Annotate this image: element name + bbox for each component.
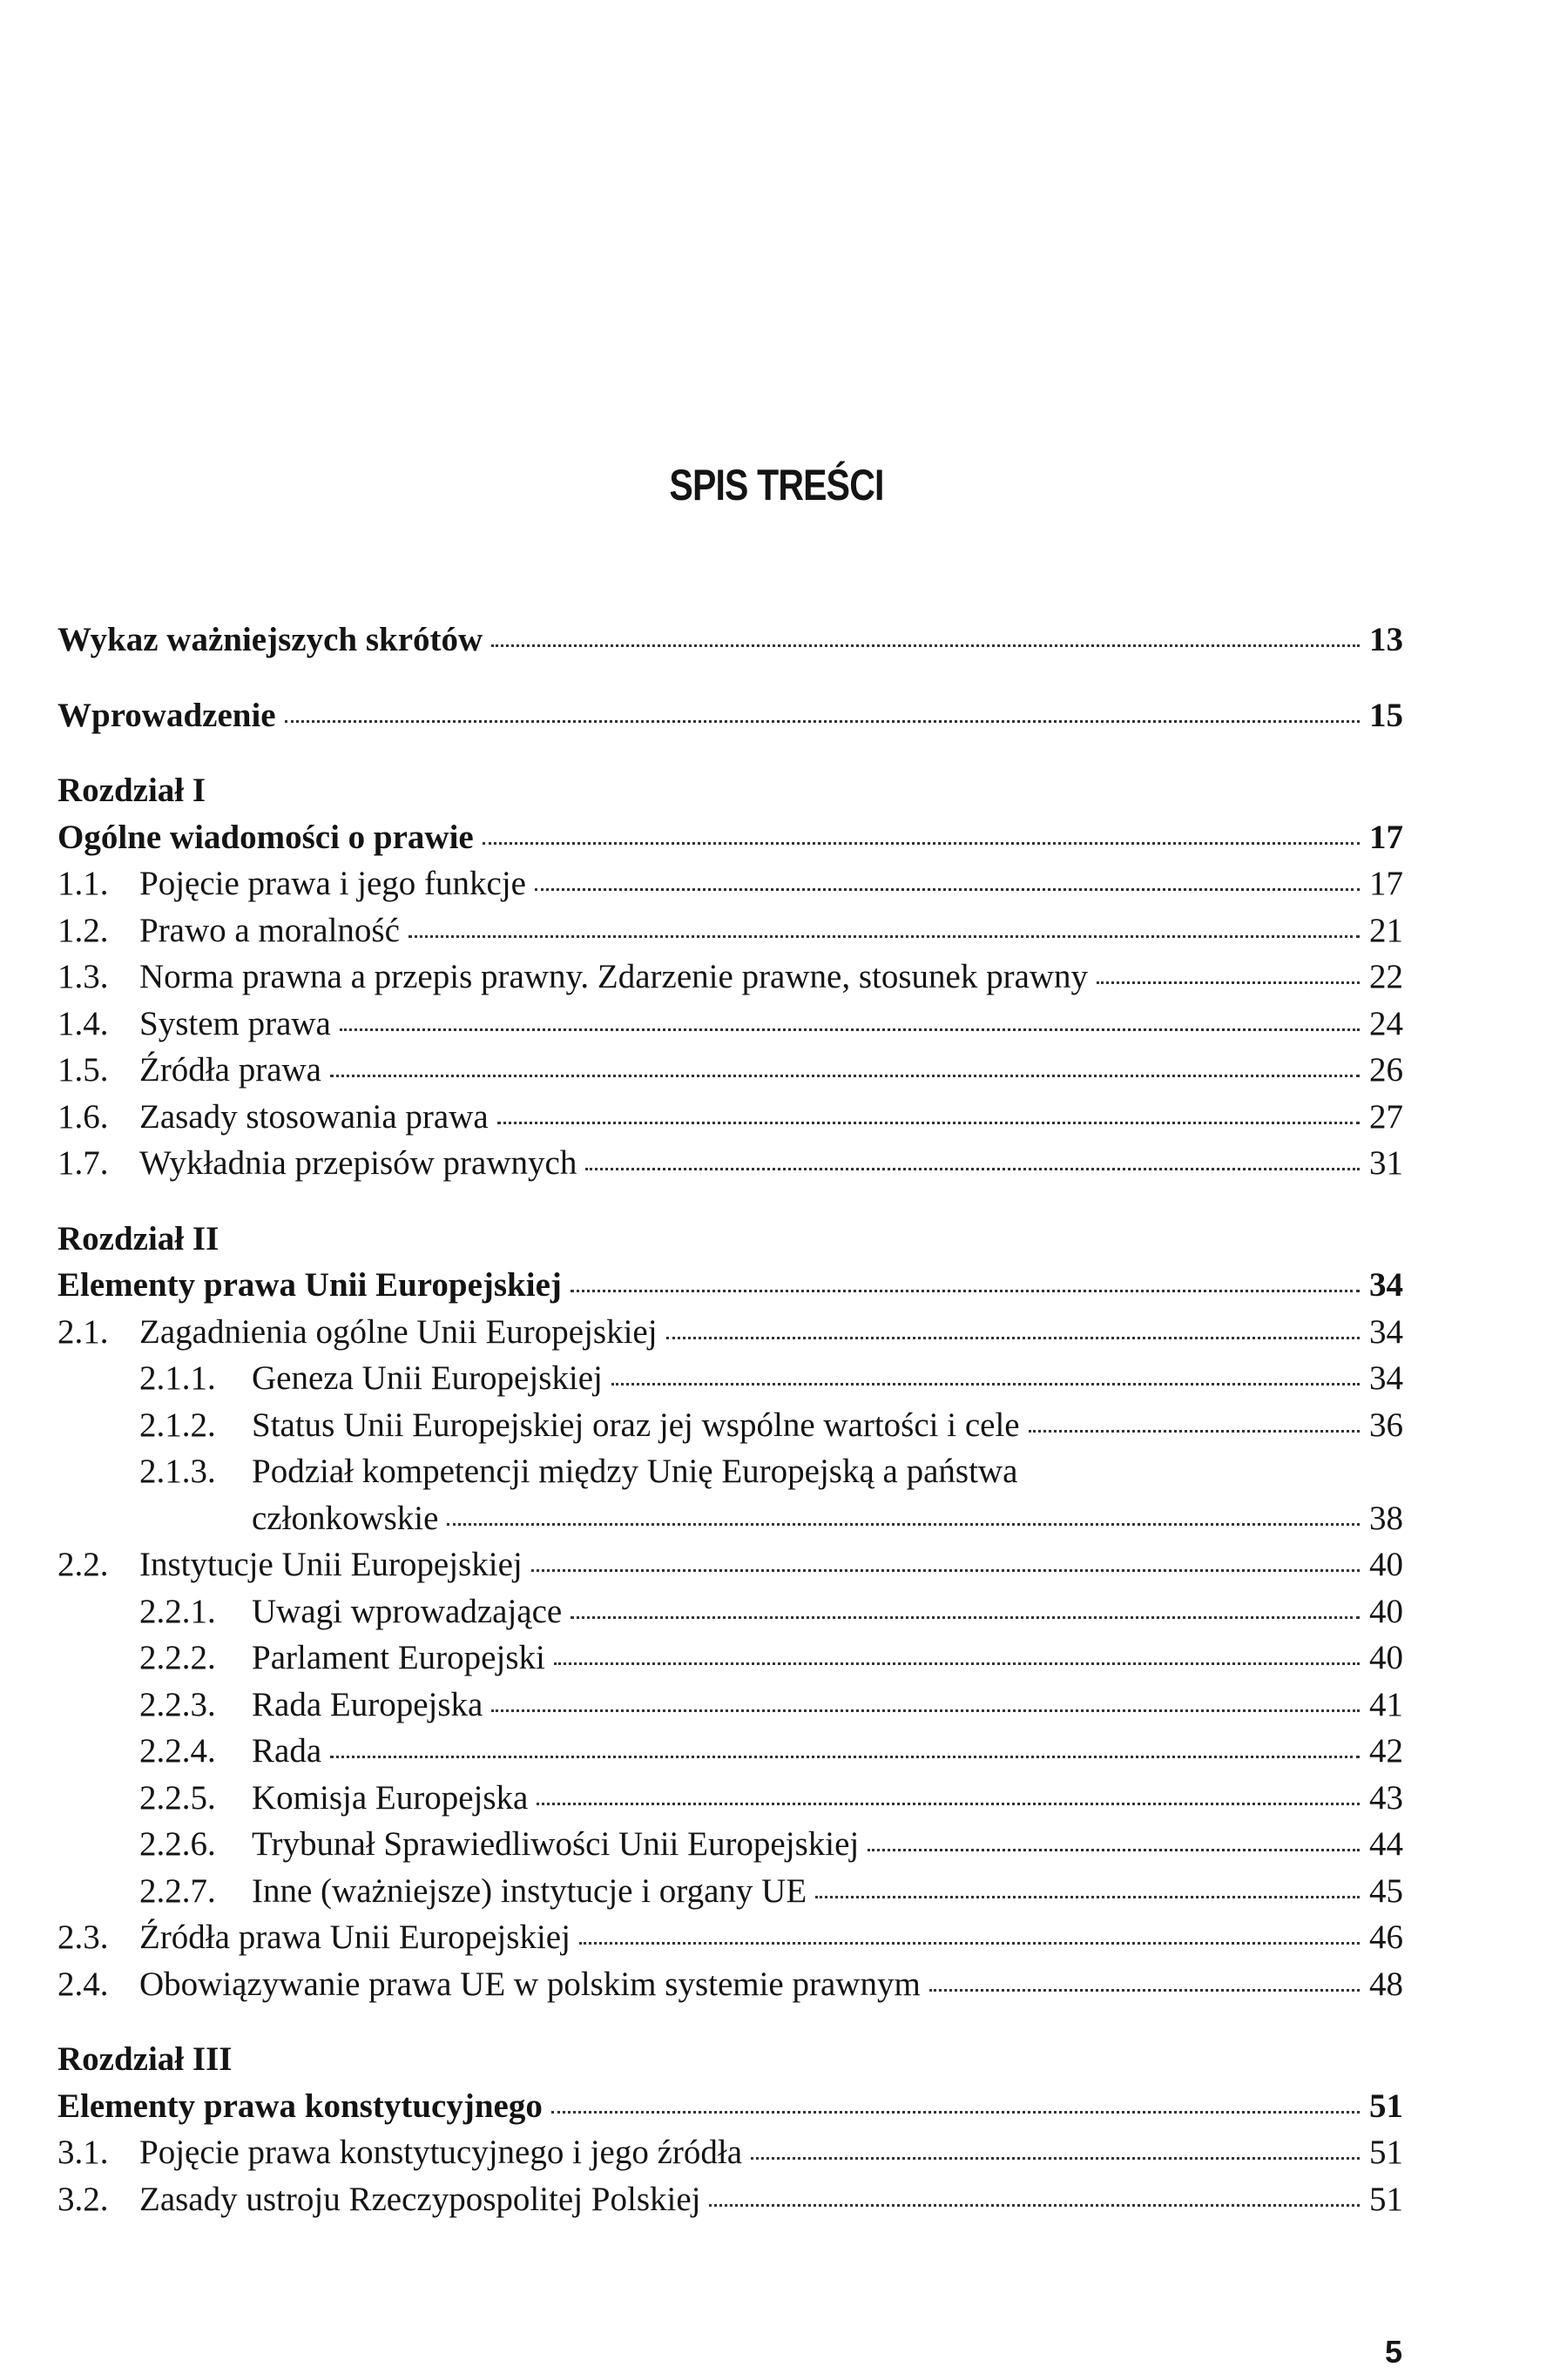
entry-page: 41 [1369,1685,1403,1723]
toc-entry[interactable] [57,1448,1403,1495]
toc-entry[interactable] [57,2129,1403,2176]
entry-title: Instytucje Unii Europejskiej [139,1546,523,1583]
toc-entry[interactable] [57,1868,1403,1915]
entry-page: 27 [1369,1097,1403,1136]
toc-entry[interactable] [57,1682,1403,1729]
toc-entry[interactable] [57,1775,1403,1822]
entry-title: Norma prawna a przepis prawny. Zdarzenie prawne, stosunek prawny [139,958,1089,995]
entry-page: 17 [1369,818,1403,856]
dot-leader [491,644,1360,647]
chapter-heading [57,2036,1403,2083]
dot-leader [531,1569,1360,1572]
entry-title: Geneza Unii Europejskiej [252,1359,603,1397]
entry-page: 34 [1369,1266,1403,1304]
entry-number: 2.2.1. [139,1592,216,1630]
entry-title: System prawa [139,1004,331,1042]
entry-title: Uwagi wprowadzające [252,1592,563,1630]
entry-number: 1.7. [57,1144,109,1182]
dot-leader [751,2157,1360,2160]
dot-leader [1029,1430,1360,1433]
entry-page: 38 [1369,1499,1403,1537]
entry-title: Trybunał Sprawiedliwości Unii Europejskiej [252,1825,860,1863]
entry-title: Wykaz ważniejszych skrótów [57,621,483,658]
entry-title: Zagadnienia ogólne Unii Europejskiej [139,1312,658,1351]
toc-entry[interactable] [57,1140,1403,1187]
entry-title: Elementy prawa konstytucyjnego [57,2087,543,2125]
entry-title: Zasady stosowania prawa [139,1097,489,1136]
entry-page: 17 [1369,865,1403,902]
dot-leader [491,1709,1360,1712]
toc-entry[interactable] [57,907,1403,954]
entry-title: Prawo a moralność [139,911,400,949]
entry-page: 15 [1369,696,1403,734]
entry-number: 1.5. [57,1051,109,1089]
toc-entry[interactable] [57,1262,1403,1309]
chapter-heading [57,767,1403,814]
entry-number: 3.2. [57,2180,109,2218]
entry-number: 2.1.3. [139,1453,216,1490]
dot-leader [579,1942,1360,1945]
toc-entry[interactable] [57,692,1403,739]
entry-title: Ogólne wiadomości o prawie [57,818,474,856]
dot-leader [483,842,1360,845]
entry-title: Podział kompetencji między Unię Europejską a państwa [252,1453,1018,1490]
dot-leader [868,1849,1360,1851]
toc-entry[interactable] [57,1355,1403,1402]
entry-number: 2.2.2. [139,1639,216,1676]
entry-title: Pojęcie prawa konstytucyjnego i jego źródła [139,2134,743,2171]
entry-title: Pojęcie prawa i jego funkcje [139,865,526,902]
entry-page: 36 [1369,1406,1403,1444]
entry-title: Rozdział III [57,2040,233,2078]
toc-entry[interactable] [57,814,1403,861]
dot-leader [330,1756,1360,1758]
toc-entry[interactable] [57,1635,1403,1682]
toc-entry[interactable] [57,1541,1403,1588]
entry-title: Źródła prawa [139,1051,321,1089]
entry-title: Status Unii Europejskiej oraz jej wspólne wartości i cele [252,1406,1020,1444]
toc-entry[interactable] [57,1001,1403,1048]
page-number: 5 [1385,2334,1403,2370]
entry-number: 1.2. [57,911,109,949]
entry-number: 2.3. [57,1918,109,1956]
dot-leader [409,935,1360,938]
entry-number: 2.2.3. [139,1685,216,1723]
toc-entry[interactable] [57,2176,1403,2223]
dot-leader [285,720,1360,723]
table-of-contents [57,617,1403,2222]
dot-leader [571,1290,1360,1292]
entry-page: 40 [1369,1592,1403,1630]
dot-leader [585,1168,1360,1170]
toc-entry[interactable] [57,1402,1403,1449]
dot-leader [537,1803,1360,1805]
entry-title: Obowiązywanie prawa UE w polskim systemie prawnym [139,1965,921,2003]
entry-page: 51 [1369,2134,1403,2171]
dot-leader [497,1122,1360,1124]
entry-number: 2.1. [57,1312,109,1351]
entry-title: Rada [252,1732,322,1770]
entry-title: Inne (ważniejsze) instytucje i organy UE [252,1871,807,1910]
entry-page: 26 [1369,1051,1403,1089]
entry-number: 2.2.4. [139,1732,216,1770]
entry-number: 3.1. [57,2134,109,2171]
entry-page: 51 [1369,2087,1403,2125]
entry-page: 46 [1369,1918,1403,1956]
entry-page: 34 [1369,1312,1403,1351]
entry-title: Wykładnia przepisów prawnych [139,1144,577,1182]
entry-number: 1.3. [57,958,109,995]
dot-leader [330,1075,1360,1077]
toc-entry[interactable] [57,1588,1403,1635]
toc-entry-continuation[interactable] [57,1495,1403,1542]
toc-entry[interactable] [57,1821,1403,1868]
entry-title: Wprowadzenie [57,696,276,734]
toc-entry[interactable] [57,954,1403,1001]
toc-entry[interactable] [57,1309,1403,1356]
entry-title-continuation: członkowskie [252,1499,439,1537]
dot-leader [815,1896,1360,1898]
dot-leader [571,1616,1360,1619]
entry-title: Elementy prawa Unii Europejskiej [57,1266,562,1304]
entry-page: 34 [1369,1359,1403,1397]
toc-entry[interactable] [57,1728,1403,1775]
entry-page: 51 [1369,2180,1403,2218]
toc-entry[interactable] [57,617,1403,664]
dot-leader [611,1383,1360,1386]
entry-page: 40 [1369,1639,1403,1676]
entry-number: 1.6. [57,1097,109,1136]
dot-leader [447,1523,1360,1526]
entry-title: Komisja Europejska [252,1778,529,1817]
entry-page: 13 [1369,621,1403,658]
dot-leader [340,1028,1360,1031]
entry-number: 1.4. [57,1004,109,1042]
entry-title: Rada Europejska [252,1685,483,1723]
entry-number: 1.1. [57,865,109,902]
dot-leader [551,2111,1360,2114]
entry-number: 2.2. [57,1546,109,1583]
dot-leader [709,2204,1360,2207]
entry-title: Źródła prawa Unii Europejskiej [139,1918,571,1956]
toc-entry[interactable] [57,1047,1403,1094]
entry-number: 2.1.1. [139,1359,216,1397]
entry-number: 2.2.5. [139,1778,216,1817]
entry-page: 44 [1369,1825,1403,1863]
dot-leader [929,1989,1360,1992]
entry-page: 45 [1369,1871,1403,1910]
entry-number: 2.2.7. [139,1871,216,1910]
entry-title: Zasady ustroju Rzeczypospolitej Polskiej [139,2180,701,2218]
entry-number: 2.4. [57,1965,109,2003]
entry-title: Rozdział II [57,1219,219,1257]
entry-number: 2.1.2. [139,1406,216,1444]
chapter-heading [57,1216,1403,1263]
entry-page: 40 [1369,1546,1403,1583]
toc-entry[interactable] [57,1914,1403,1961]
entry-page: 24 [1369,1004,1403,1042]
entry-page: 42 [1369,1732,1403,1770]
entry-page: 48 [1369,1965,1403,2003]
dot-leader [535,888,1360,891]
toc-entry[interactable] [57,1961,1403,2008]
entry-number: 2.2.6. [139,1825,216,1863]
dot-leader [554,1662,1360,1665]
dot-leader [666,1337,1360,1339]
entry-title: Rozdział I [57,772,206,809]
toc-entry[interactable] [57,2083,1403,2130]
dot-leader [1097,981,1360,984]
entry-title: Parlament Europejski [252,1639,545,1676]
toc-entry[interactable] [57,860,1403,907]
entry-page: 31 [1369,1144,1403,1182]
toc-entry[interactable] [57,1094,1403,1141]
entry-page: 43 [1369,1778,1403,1817]
entry-page: 21 [1369,911,1403,949]
page-title: SPIS TREŚCI [669,461,884,509]
entry-page: 22 [1369,958,1403,995]
